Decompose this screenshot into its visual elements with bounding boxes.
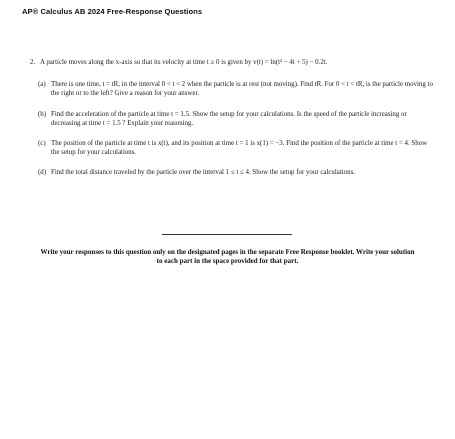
part-label: (d) bbox=[38, 169, 47, 177]
part-label: (b) bbox=[38, 110, 47, 118]
part-text: The position of the particle at time t is x(t), and its position at time t = 1 is x(1) = −3. Find the position of the particle at time t = 4. Show the setup for your calculations. bbox=[51, 140, 428, 157]
part-b bbox=[38, 110, 435, 128]
question-stem bbox=[30, 58, 435, 67]
response-instructions: Write your responses to this question only on the designated pages in the separate Free Response booklet. Write your solution to each part in the space provided for that part. bbox=[40, 248, 415, 266]
part-text: Find the acceleration of the particle at time t = 1.5. Show the setup for your calculations. Is the speed of the particle increasing or decreasing at time t = 1.5 ? Explain your reasoning. bbox=[51, 110, 407, 127]
part-text: There is one time, t = tR, in the interval 0 < t < 2 when the particle is at rest (not moving). Find tR. For 0 < t < tR, is the particle moving to the right or to the left? Give a reason for your answer. bbox=[51, 81, 433, 98]
page-header-title: AP® Calculus AB 2024 Free-Response Questions bbox=[22, 7, 203, 16]
section-divider bbox=[162, 234, 292, 235]
part-c bbox=[38, 139, 435, 157]
question-number: 2. bbox=[30, 59, 36, 66]
question-stem-text: A particle moves along the x-axis so that its velocity at time t ≥ 0 is given by v(t) = ln(t² − 4t + 5) − 0.2t. bbox=[40, 59, 328, 66]
part-d bbox=[38, 168, 435, 177]
part-text: Find the total distance traveled by the particle over the interval 1 ≤ t ≤ 4. Show the setup for your calculations. bbox=[51, 169, 355, 177]
part-label: (a) bbox=[38, 81, 46, 89]
part-a bbox=[38, 80, 435, 98]
question-2 bbox=[30, 58, 435, 189]
part-label: (c) bbox=[38, 140, 46, 148]
